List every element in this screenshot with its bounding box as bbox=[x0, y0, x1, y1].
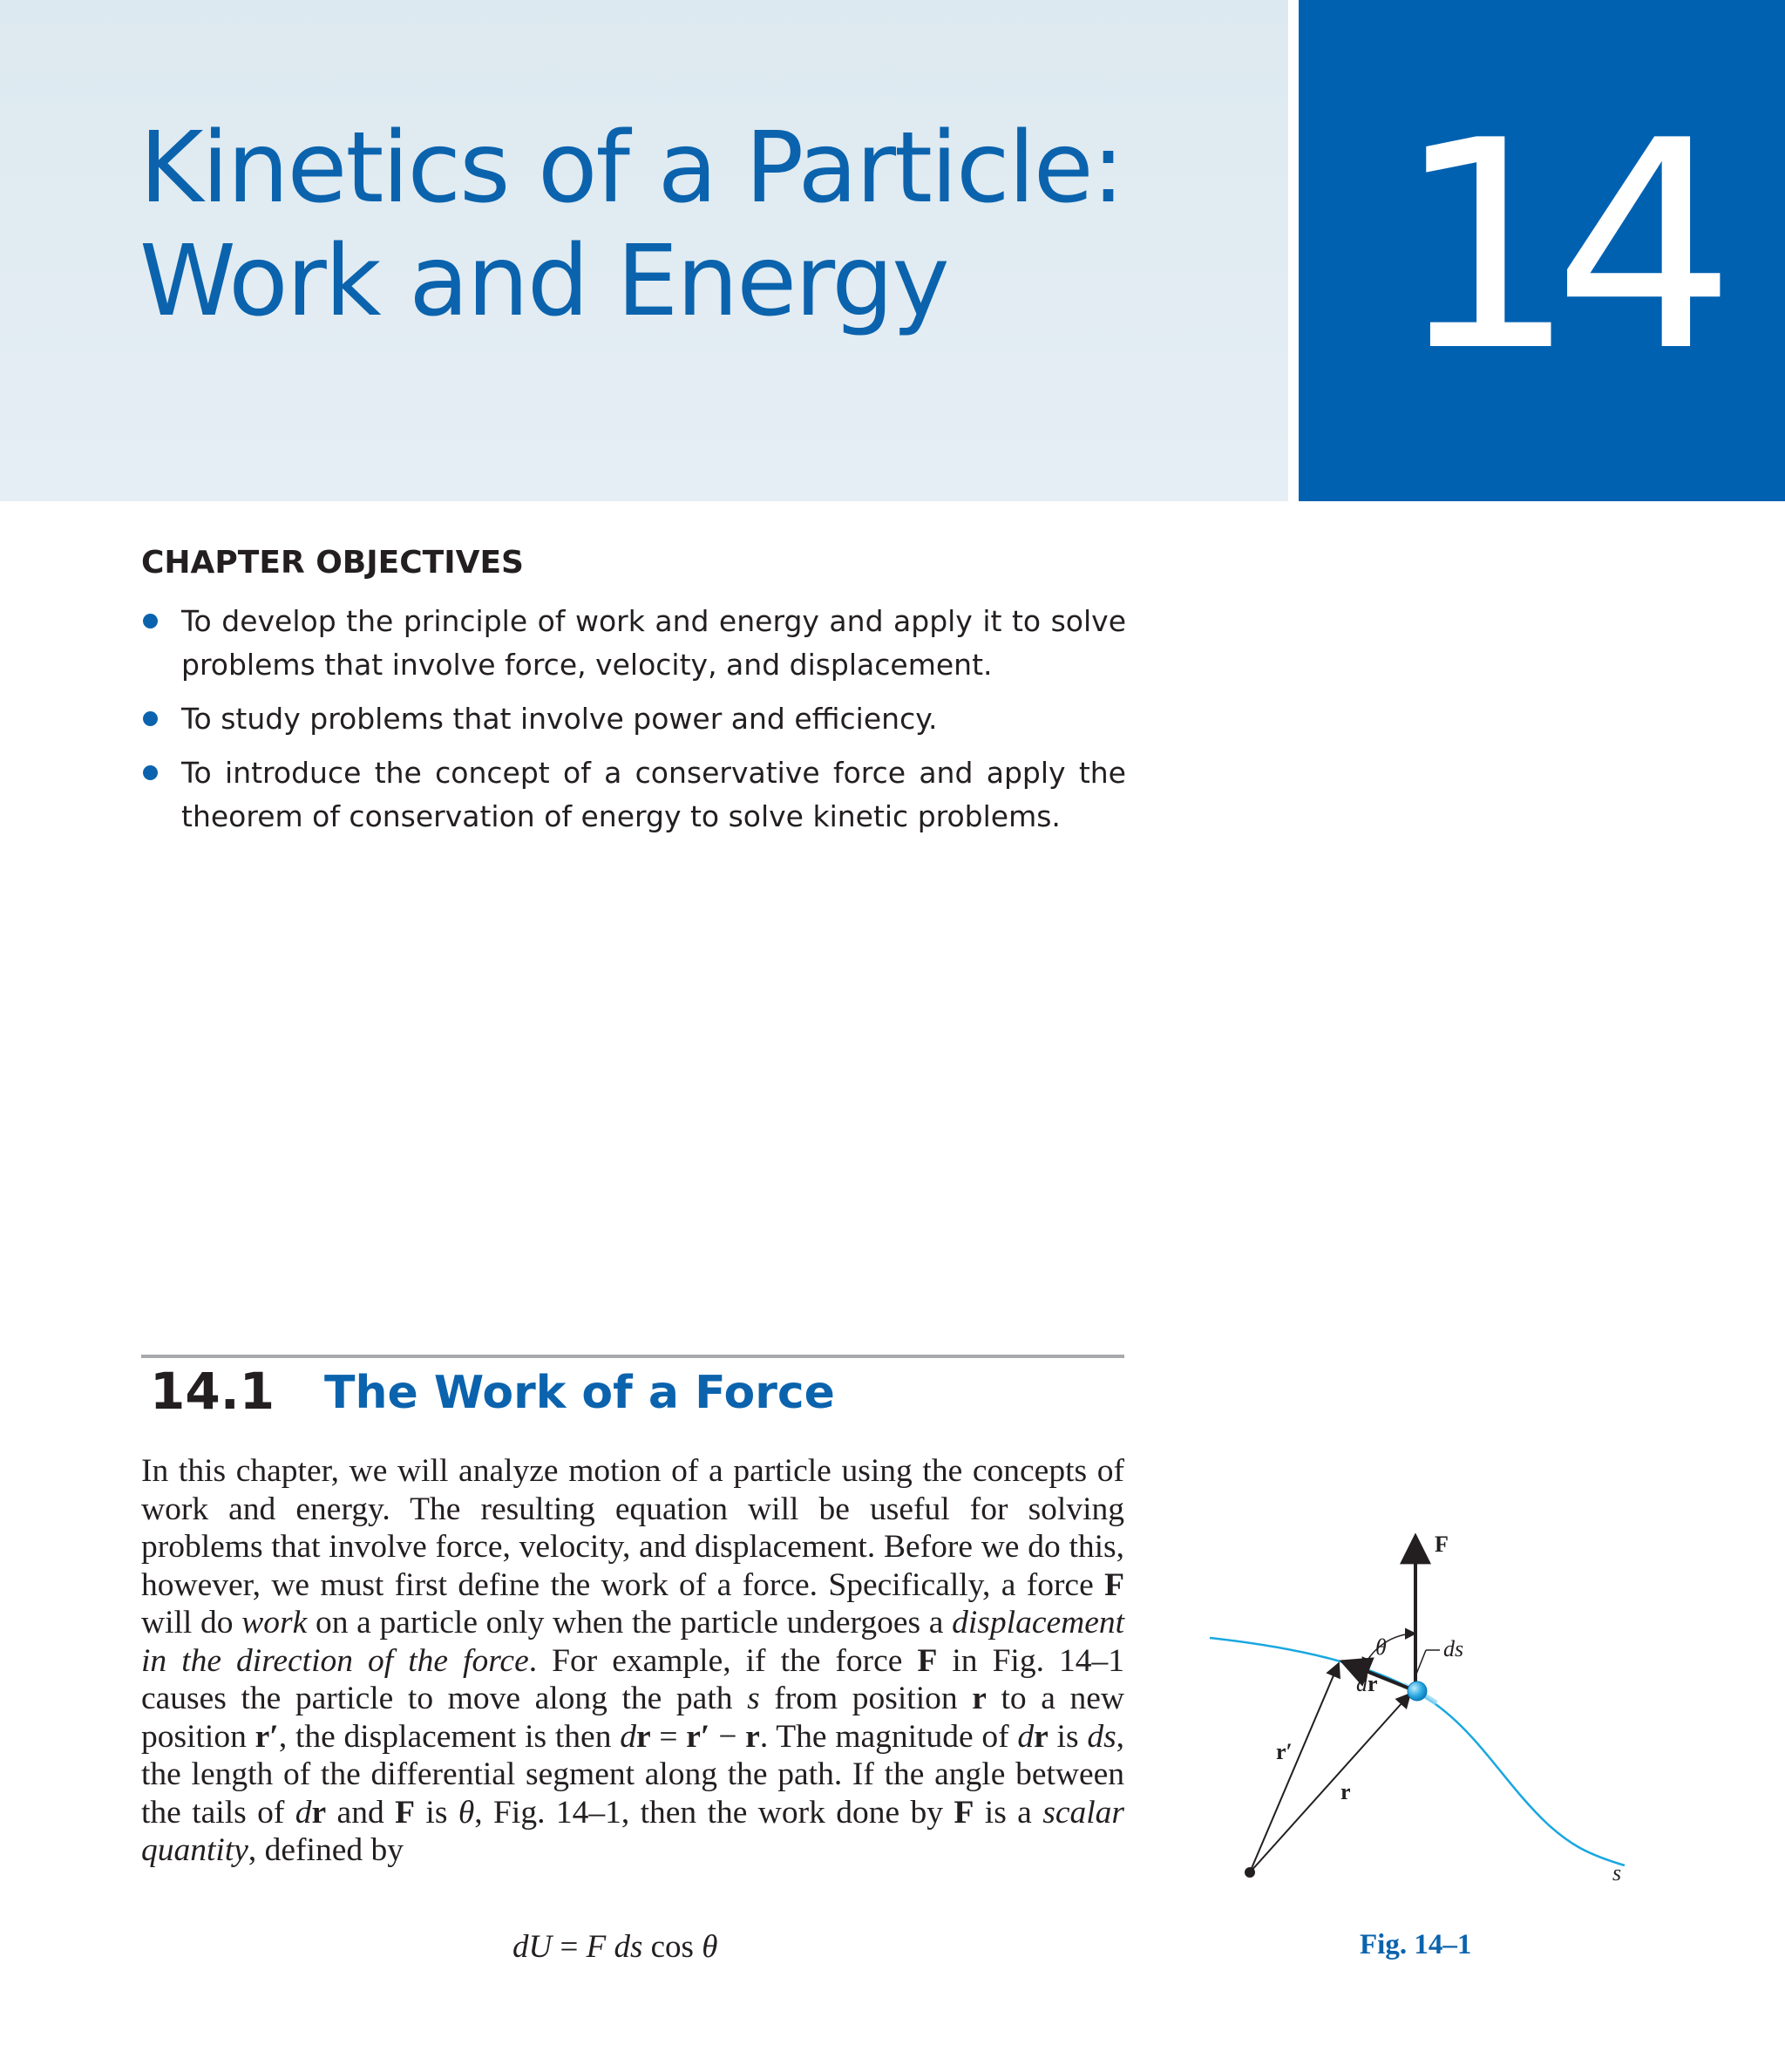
body-text-run: . The magnitude of bbox=[759, 1718, 1018, 1755]
body-text-run: from position bbox=[759, 1681, 973, 1716]
equation-equals: = bbox=[552, 1929, 587, 1965]
bullet-icon bbox=[143, 614, 158, 628]
section-title: The Work of a Force bbox=[324, 1367, 835, 1419]
symbol-d: d bbox=[1017, 1718, 1035, 1755]
symbol-r: r bbox=[311, 1794, 327, 1831]
section-number: 14.1 bbox=[150, 1362, 275, 1421]
symbol-s: s bbox=[747, 1681, 760, 1716]
body-text-run: to a new position bbox=[141, 1681, 1124, 1755]
symbol-d: d bbox=[295, 1794, 312, 1831]
symbol-r-prime: r′ bbox=[255, 1718, 279, 1755]
dr-vector bbox=[1342, 1661, 1414, 1690]
symbol-r-prime: r′ bbox=[686, 1718, 710, 1755]
body-text-run: . For example, if the force bbox=[528, 1642, 918, 1679]
body-text-run: on a particle only when the particle undergoes a bbox=[307, 1605, 953, 1641]
body-text-run: is a bbox=[974, 1794, 1043, 1831]
objective-item bbox=[141, 751, 1126, 839]
r-vector bbox=[1250, 1694, 1410, 1872]
symbol-ds: ds bbox=[1087, 1718, 1116, 1755]
body-text-run: in Fig. 14–1 causes the particle to move along the path bbox=[141, 1642, 1124, 1716]
label-r-prime: r′ bbox=[1276, 1739, 1293, 1764]
objective-text: To develop the principle of work and energy and apply it to solve problems that involve force, velocity, and displacement. bbox=[181, 604, 1126, 682]
work-equation bbox=[512, 1928, 717, 1966]
label-dr bbox=[1356, 1671, 1378, 1696]
symbol-r: r bbox=[635, 1718, 651, 1755]
equation-theta: θ bbox=[702, 1929, 718, 1965]
body-text-run: , the length of the differential segment along the path. If the angle between the tails of bbox=[141, 1718, 1125, 1831]
bullet-icon bbox=[143, 765, 158, 780]
symbol-theta: θ bbox=[458, 1794, 475, 1831]
label-r: r bbox=[1340, 1779, 1351, 1804]
body-text-run: = bbox=[650, 1718, 687, 1755]
label-dr-d: d bbox=[1356, 1671, 1368, 1696]
emphasis-displacement: displacement in the direction of the force bbox=[141, 1605, 1125, 1679]
chapter-number: 14 bbox=[1395, 79, 1712, 414]
label-F: F bbox=[1435, 1532, 1449, 1557]
equation-rhs: F ds bbox=[586, 1929, 643, 1965]
emphasis-scalar-quantity: scalar quantity bbox=[141, 1794, 1124, 1868]
chapter-title bbox=[139, 112, 1238, 338]
bullet-icon bbox=[143, 711, 158, 726]
body-text-run: − bbox=[709, 1718, 746, 1755]
equation-lhs: dU bbox=[512, 1929, 553, 1965]
equation-cos: cos bbox=[642, 1929, 702, 1965]
symbol-F: F bbox=[917, 1642, 938, 1679]
body-text-run: is bbox=[1048, 1718, 1088, 1755]
symbol-F: F bbox=[1104, 1566, 1124, 1603]
work-of-force-diagram bbox=[1194, 1517, 1647, 1900]
objective-item bbox=[141, 697, 1126, 741]
r-prime-vector bbox=[1250, 1663, 1339, 1872]
symbol-r: r bbox=[745, 1718, 760, 1755]
body-text-run: In this chapter, we will analyze motion of a particle using the concepts of work and energy. The resulting equation will be useful for solving problems that involve force, velocity, and displacement. Before we do this, however, we must first define the work of a force. Specifically, a force bbox=[141, 1453, 1124, 1603]
particle bbox=[1408, 1681, 1427, 1701]
theta-arc bbox=[1363, 1634, 1415, 1668]
body-text-run: , the displacement is then bbox=[278, 1718, 621, 1755]
chapter-title-line-2: Work and Energy bbox=[139, 225, 948, 338]
objective-item bbox=[141, 600, 1126, 687]
chapter-title-line-1: Kinetics of a Particle: bbox=[139, 112, 1123, 225]
body-text-run: , Fig. 14–1, then the work done by bbox=[474, 1794, 954, 1831]
label-theta: θ bbox=[1375, 1634, 1387, 1660]
label-dr-r: r bbox=[1368, 1671, 1378, 1696]
body-text-run: and bbox=[326, 1794, 396, 1831]
emphasis-work: work bbox=[241, 1605, 308, 1641]
section-divider bbox=[141, 1355, 1124, 1358]
symbol-F: F bbox=[395, 1794, 416, 1831]
label-ds: ds bbox=[1443, 1636, 1464, 1661]
body-text-run: , defined by bbox=[248, 1832, 404, 1868]
objectives-heading: CHAPTER OBJECTIVES bbox=[141, 545, 524, 581]
body-paragraph bbox=[141, 1452, 1124, 1870]
body-text-run: will do bbox=[141, 1605, 242, 1641]
symbol-r: r bbox=[1034, 1718, 1049, 1755]
figure-caption: Fig. 14–1 bbox=[1360, 1929, 1472, 1960]
origin-point bbox=[1245, 1867, 1255, 1878]
body-text-run: is bbox=[415, 1794, 458, 1831]
label-s: s bbox=[1612, 1860, 1622, 1885]
symbol-d: d bbox=[620, 1718, 636, 1755]
symbol-F: F bbox=[954, 1794, 974, 1831]
objectives-list bbox=[141, 600, 1126, 849]
objective-text: To study problems that involve power and efficiency. bbox=[181, 702, 938, 736]
symbol-r: r bbox=[972, 1681, 987, 1716]
objective-text: To introduce the concept of a conservative force and apply the theorem of conservation of energy to solve kinetic problems. bbox=[181, 756, 1126, 833]
